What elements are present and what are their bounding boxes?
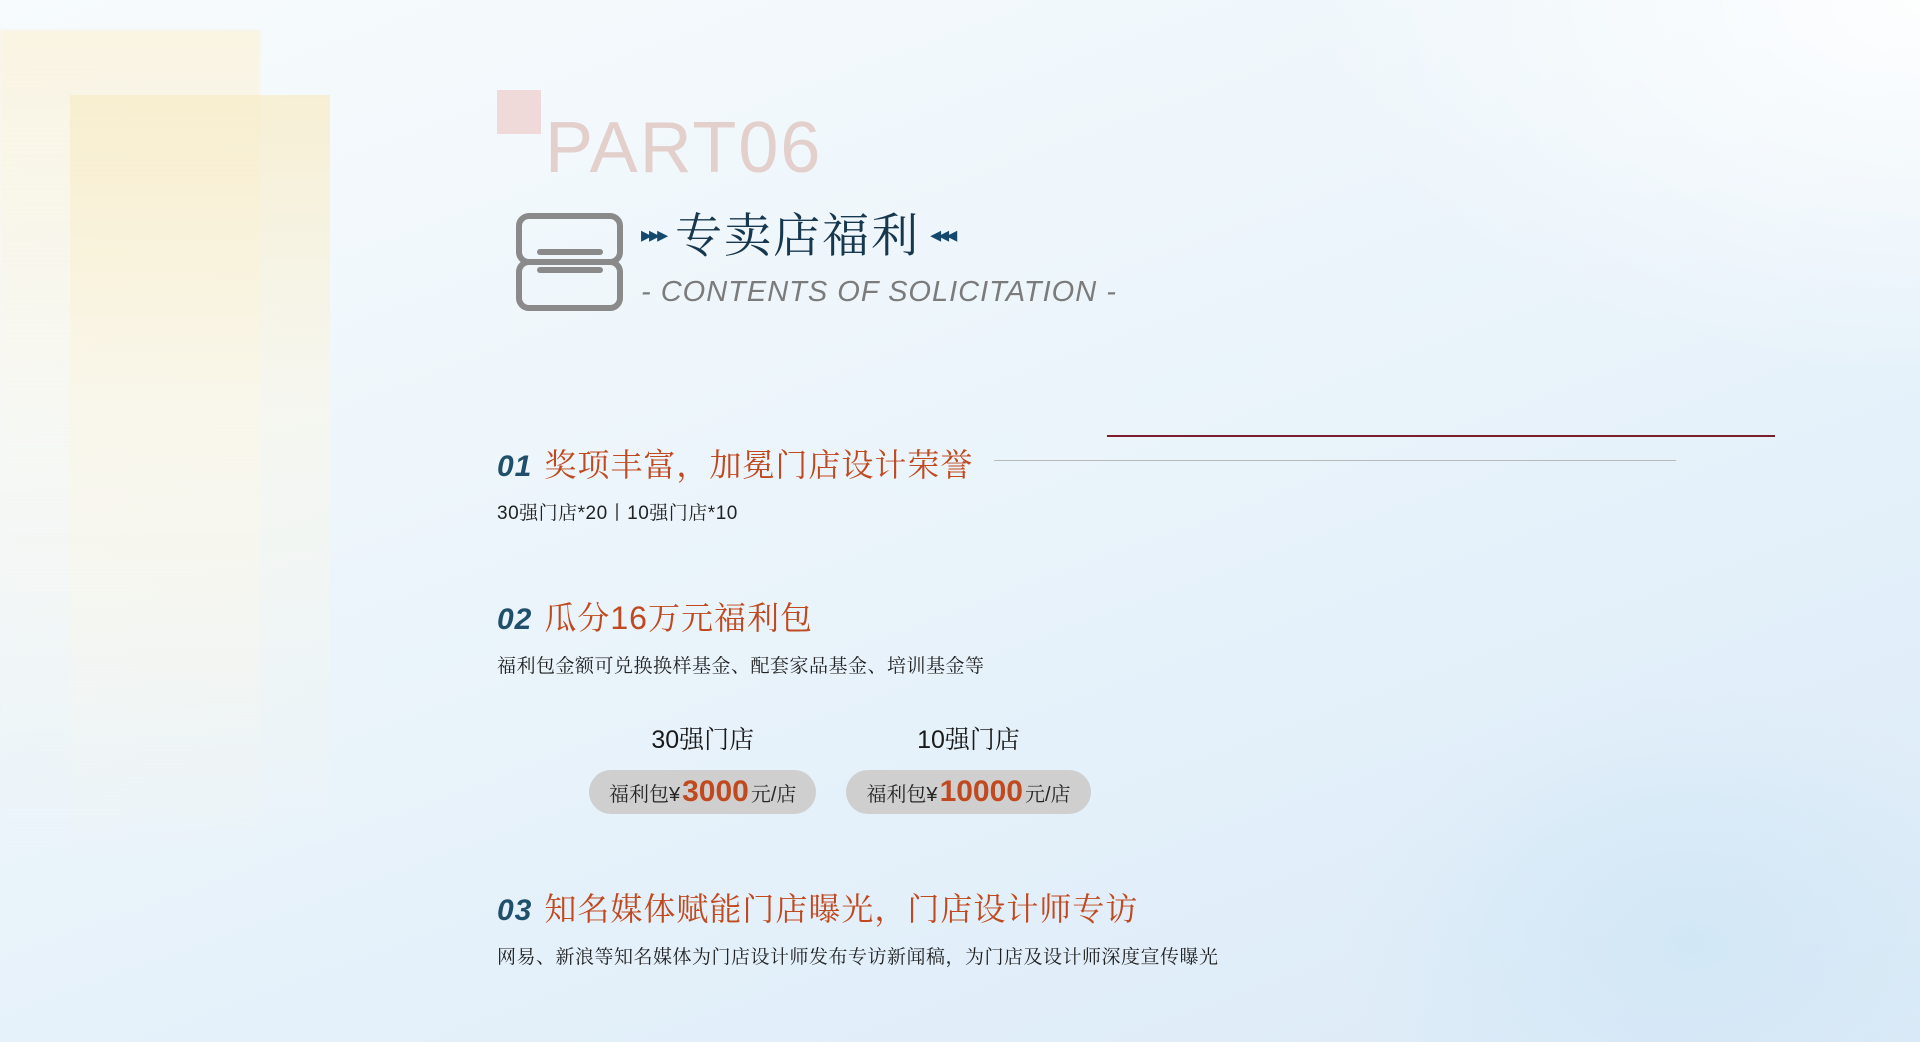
content-item-02-number: 02 — [497, 603, 533, 636]
content-item-02-head — [497, 593, 1697, 639]
content-item-02 — [497, 593, 1697, 814]
title-line-cn — [641, 204, 1117, 266]
benefit-pill-top30-amount: 3000 — [682, 775, 749, 808]
content-item-01-heading: 奖项丰富，加冕门店设计荣誉 — [544, 447, 974, 483]
benefit-group-top10-title: 10强门店 — [917, 726, 1020, 754]
benefit-pill-top30-label: 福利包¥ — [609, 783, 681, 806]
benefit-pill-top10-unit: 元/店 — [1025, 783, 1071, 806]
content-item-03-heading: 知名媒体赋能门店曝光，门店设计师专访 — [544, 891, 1139, 927]
arrow-left-icon: ▸▸▸ — [641, 222, 666, 247]
section-title-en: - CONTENTS OF SOLICITATION - — [641, 276, 1117, 308]
content-item-02-heading: 瓜分16万元福利包 — [544, 600, 813, 636]
content-item-03-head — [497, 884, 1697, 930]
benefit-pill-top10-label: 福利包¥ — [866, 783, 938, 806]
benefit-pill-top30-unit: 元/店 — [750, 783, 797, 806]
benefit-pill-top30 — [589, 770, 816, 814]
title-column — [641, 204, 1117, 309]
benefit-pill-row — [497, 720, 1697, 814]
divider-dark-red — [1107, 435, 1775, 437]
part-label: PART06 — [545, 108, 823, 188]
content-item-01 — [497, 440, 1697, 525]
document-box-icon — [512, 210, 627, 315]
arrow-right-icon: ◂◂◂ — [930, 222, 955, 247]
title-row — [512, 200, 1117, 315]
benefit-group-top30 — [589, 720, 816, 814]
content-item-01-number: 01 — [497, 450, 533, 483]
section-title-cn: 专卖店福利 — [675, 208, 921, 262]
content-item-01-head — [497, 440, 1697, 486]
benefit-group-top10 — [846, 720, 1090, 814]
content-list — [497, 440, 1697, 969]
decorative-glow-top-right — [1300, 0, 1920, 380]
content-item-01-sub: 30强门店*20丨10强门店*10 — [497, 503, 738, 524]
benefit-group-top30-title: 30强门店 — [651, 726, 755, 754]
benefit-pill-top10 — [846, 770, 1090, 814]
part-accent-square — [497, 90, 541, 134]
benefit-pill-top10-amount: 10000 — [939, 775, 1023, 808]
content-item-03 — [497, 884, 1697, 969]
content-item-02-sub: 福利包金额可兑换换样基金、配套家品基金、培训基金等 — [497, 656, 985, 677]
content-item-03-number: 03 — [497, 894, 533, 927]
content-item-03-sub: 网易、新浪等知名媒体为门店设计师发布专访新闻稿，为门店及设计师深度宣传曝光 — [497, 947, 1219, 968]
decorative-band-left-inner — [70, 95, 330, 865]
